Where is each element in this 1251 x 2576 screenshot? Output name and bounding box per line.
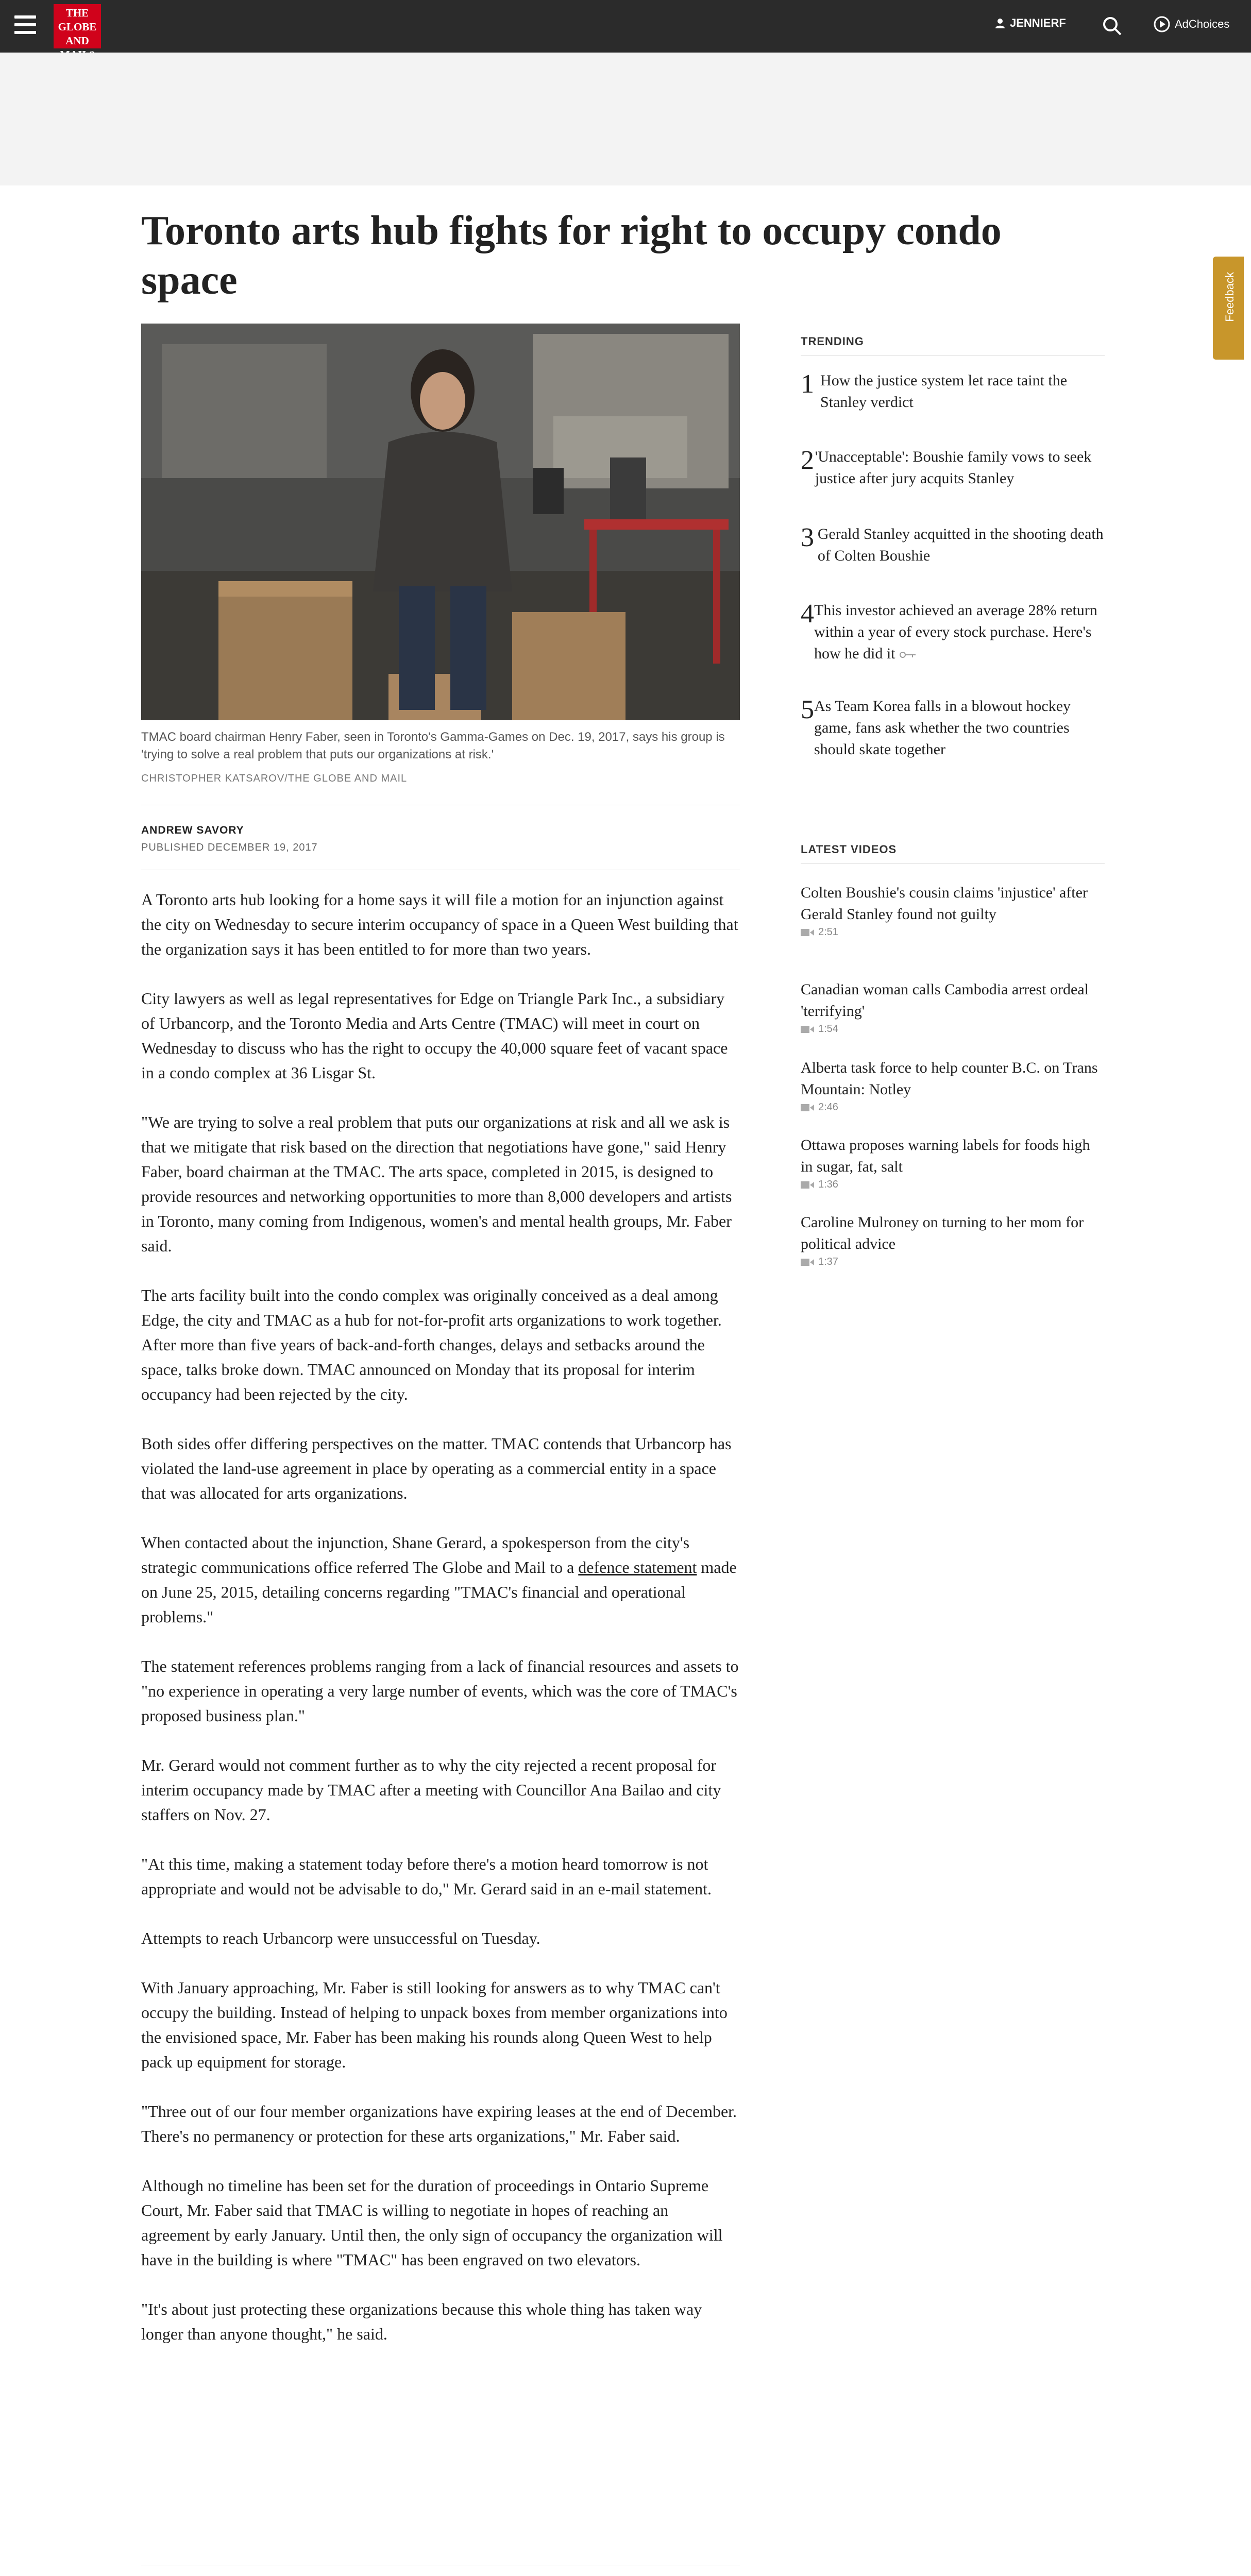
divider [801,863,1105,864]
paragraph: Although no timeline has been set for the duration of proceedings in Ontario Supreme Court, Mr. Faber said that TMAC is willing to negotiate in hopes of reaching an agreement by early January. Until then, the only sign of occupancy the organization will have in the building is where "TMAC" has been engraved on two elevators. [141,2176,723,2269]
paragraph: The statement references problems ranging from a lack of financial resources and assets to "no experience in operating a very large number of events, which was the core of TMAC's proposed business plan." [141,1657,739,1725]
trending-item[interactable]: 3 Gerald Stanley acquitted in the shooting death of Colten Boushie [801,523,1104,564]
paragraph: "It's about just protecting these organizations because this whole thing has taken way longer than anyone thought," he said. [141,2300,702,2343]
defence-statement-link[interactable]: defence statement [578,1558,697,1577]
key-icon [899,651,917,658]
paragraph: A Toronto arts hub looking for a home says it will file a motion for an injunction against the city on Wednesday to secure interim occupancy of space in a Queen West building that the organization says it has been entitled to for more than two years. [141,890,738,958]
video-icon [801,1103,814,1112]
top-bar [0,0,1251,53]
paragraph: "Three out of our four member organizations have expiring leases at the end of December. There's no permanency or protection for these arts organizations," Mr. Faber said. [141,2102,737,2145]
adchoices-link[interactable]: AdChoices [1153,15,1229,33]
photo-caption: TMAC board chairman Henry Faber, seen in Toronto's Gamma-Games on Dec. 19, 2017, says his group is 'trying to solve a real problem that puts our organizations at risk.' [141,730,725,761]
paragraph: City lawyers as well as legal representatives for Edge on Triangle Park Inc., a subsidiary of Urbancorp, and the Toronto Media and Arts Centre (TMAC) will meet in court on Wednesday to discuss who has the right to occupy the 40,000 square feet of vacant space in a condo complex at 36 Lisgar St. [141,989,728,1082]
video-item[interactable]: Canadian woman calls Cambodia arrest ordeal 'terrifying' 1:54 [801,981,1089,1035]
trending-item[interactable]: 5 As Team Korea falls in a blowout hockey game, fans ask whether the two countries should skate together [801,695,1071,758]
menu-icon[interactable] [14,15,36,36]
feedback-tab[interactable]: Feedback [1213,257,1244,360]
video-icon [801,1180,814,1190]
paragraph: "At this time, making a statement today before there's a motion heard tomorrow is not appropriate and would not be advisable to do," Mr. Gerard said in an e-mail statement. [141,1855,712,1898]
publish-date: PUBLISHED DECEMBER 19, 2017 [141,842,318,853]
latest-videos-title: LATEST VIDEOS [801,843,897,856]
paragraph: Mr. Gerard would not comment further as to why the city rejected a recent proposal for interim occupancy made by TMAC after a meeting with Councillor Ana Bailao and city staffers on Nov. 27. [141,1756,721,1824]
user-name: JENNIERF [1010,16,1066,29]
user-menu[interactable] [994,16,1066,30]
user-icon [994,18,1006,29]
video-icon [801,928,814,937]
trending-title: TRENDING [801,335,864,348]
photo-credit: CHRISTOPHER KATSAROV/THE GLOBE AND MAIL [141,773,408,784]
author-byline[interactable]: ANDREW SAVORY [141,824,244,836]
ad-banner-area [0,53,1251,185]
video-item[interactable]: Colten Boushie's cousin claims 'injustice' after Gerald Stanley found not guilty 2:51 [801,884,1088,938]
trending-item[interactable]: 2 'Unacceptable': Boushie family vows to seek justice after jury acquits Stanley [801,446,1092,487]
paragraph: The arts facility built into the condo complex was originally conceived as a deal among Edge, the city and TMAC as a hub for not-for-profit arts organizations to work together. After more than five years of back-and-forth changes, delays and setbacks around the space, talks broke down. TMAC announced on Monday that its proposal for interim occupancy had been rejected by the city. [141,1286,722,1403]
article-body [141,887,740,2371]
article-photo [141,324,740,720]
video-item[interactable]: Caroline Mulroney on turning to her mom for political advice 1:37 [801,1214,1084,1267]
trending-item[interactable]: 4 This investor achieved an average 28% return within a year of every stock purchase. Here's how he did it [801,599,1097,662]
video-icon [801,1258,814,1267]
video-icon [801,1025,814,1034]
paragraph: "We are trying to solve a real problem that puts our organizations at risk and all we ask is that we mitigate that risk based on the direction that negotiations have gone," said Henry Faber, board chairman at the TMAC. The arts space, completed in 2015, is designed to provide resources and networking opportunities to more than 8,000 developers and artists in Toronto, many coming from Indigenous, women's and mental health groups, Mr. Faber said. [141,1113,732,1255]
paragraph: When contacted about the injunction, Shane Gerard, a spokesperson from the city's strategic communications office referred The Globe and Mail to a defence statement made on June 25, 2015, detailing concerns regarding "TMAC's financial and operational problems." [141,1533,737,1626]
search-icon[interactable] [1102,15,1122,36]
logo[interactable]: THE GLOBE AND [54,4,101,48]
video-item[interactable]: Ottawa proposes warning labels for foods high in sugar, fat, salt 1:36 [801,1137,1090,1190]
paragraph: With January approaching, Mr. Faber is still looking for answers as to why TMAC can't occupy the building. Instead of helping to unpack boxes from member organizations into the envisioned space, Mr. Faber has been making his rounds along Queen West to help pack up equipment for storage. [141,1978,728,2071]
paragraph: Both sides offer differing perspectives on the matter. TMAC contends that Urbancorp has violated the land-use agreement in place by operating as a commercial entity in a space that was allocated for arts organizations. [141,1434,732,1502]
video-item[interactable]: Alberta task force to help counter B.C. on Trans Mountain: Notley 2:46 [801,1059,1098,1113]
divider [801,355,1105,356]
trending-item[interactable]: 1 How the justice system let race taint the Stanley verdict [801,369,1068,411]
adchoices-icon [1153,15,1171,33]
article-headline: Toronto arts hub fights for right to occupy condo space [141,208,1002,303]
paragraph: Attempts to reach Urbancorp were unsuccessful on Tuesday. [141,1929,540,1947]
